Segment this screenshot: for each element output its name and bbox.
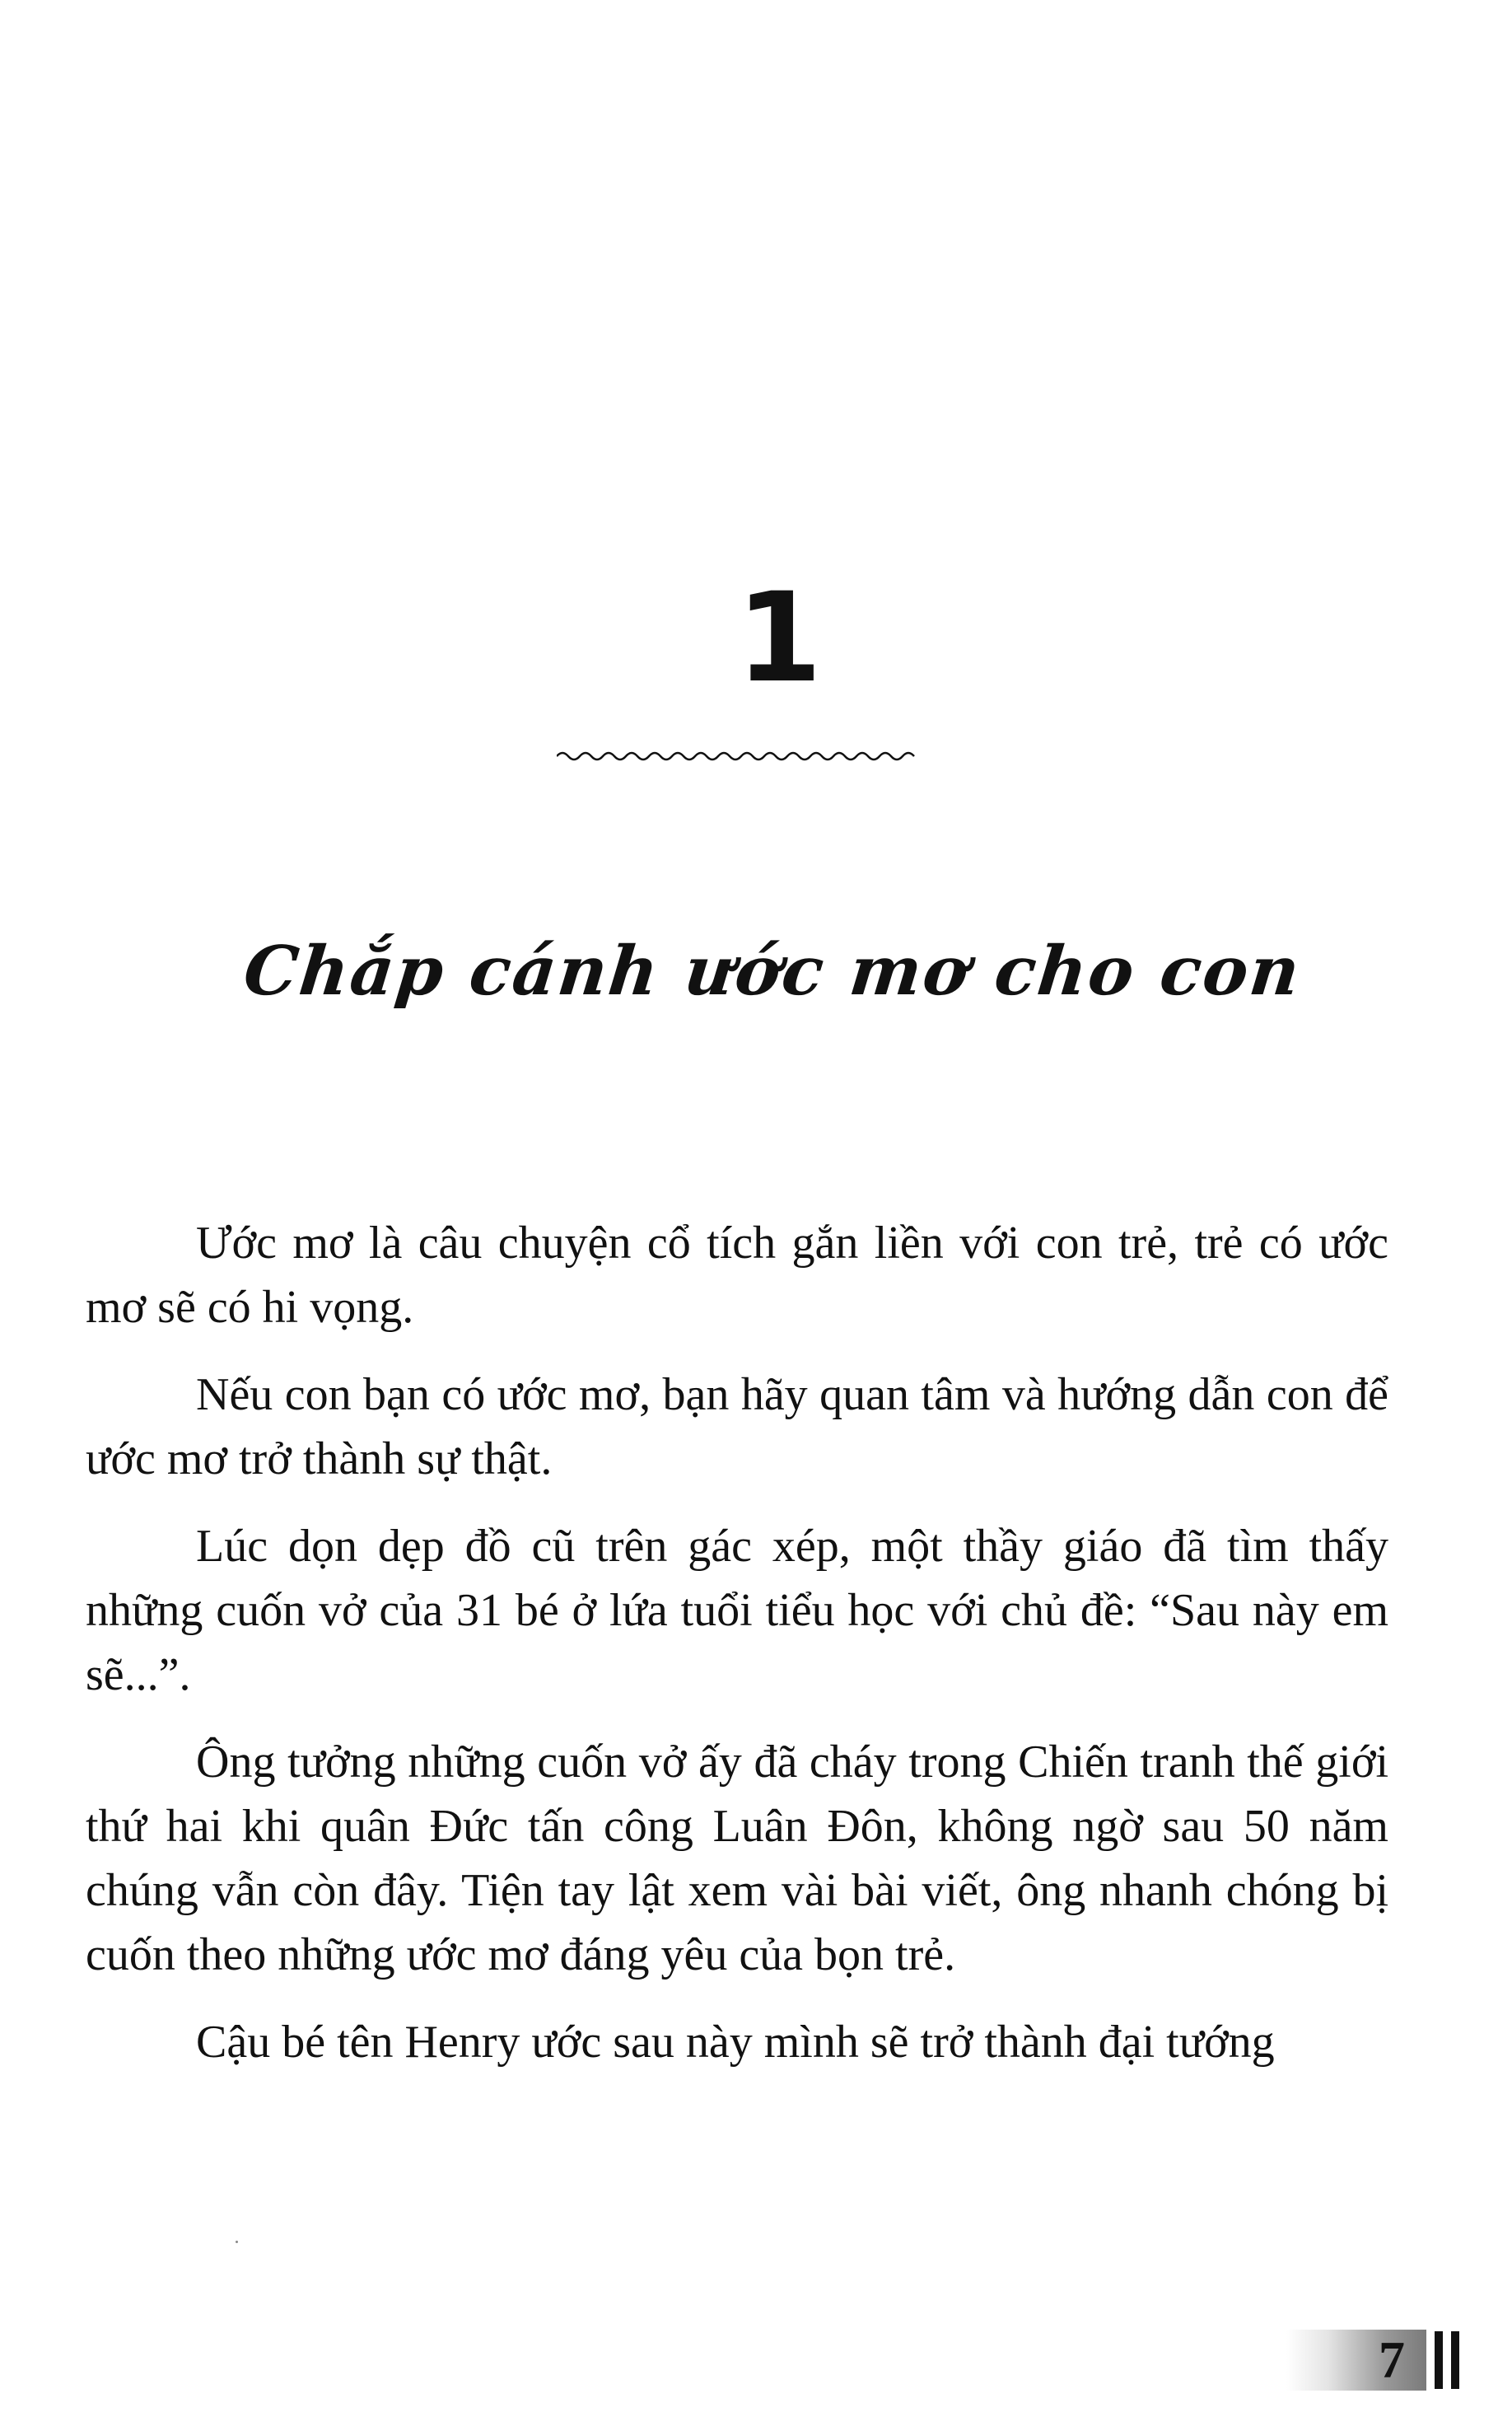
page-marker-bar (1451, 2331, 1459, 2389)
wavy-divider-line (557, 753, 914, 760)
paragraph: Cậu bé tên Henry ước sau này mình sẽ trở thành đại tướng (196, 2017, 1275, 2068)
paragraph: Nếu con bạn có ước mơ, bạn hãy quan tâm và hướng dẫn con để ước mơ trở thành sự thật. (86, 1369, 1388, 1484)
paragraph: Ước mơ là câu chuyện cổ tích gắn liền với con trẻ, trẻ có ước mơ sẽ có hi vọng. (86, 1218, 1388, 1333)
chapter-number: 1 (735, 567, 823, 710)
body-text (86, 1211, 1388, 2097)
paragraph: Ông tưởng những cuốn vở ấy đã cháy trong Chiến tranh thế giới thứ hai khi quân Đức tấn công Luân Đôn, không ngờ sau 50 năm chúng vẫn còn đây. Tiện tay lật xem vài bài viết, ông nhanh chóng bị cuốn theo những ước mơ đáng yêu của bọn trẻ. (86, 1737, 1388, 1980)
speck (236, 2241, 238, 2243)
wavy-divider (557, 746, 919, 766)
page-marker-bar (1435, 2331, 1443, 2389)
chapter-title: Chắp cánh ước mơ cho con (240, 932, 1305, 1011)
paragraph: Lúc dọn dẹp đồ cũ trên gác xép, một thầy giáo đã tìm thấy những cuốn vở của 31 bé ở lứa tuổi tiểu học với chủ đề: “Sau này em sẽ...”. (86, 1521, 1388, 1700)
page-number: 7 (1379, 2330, 1405, 2389)
